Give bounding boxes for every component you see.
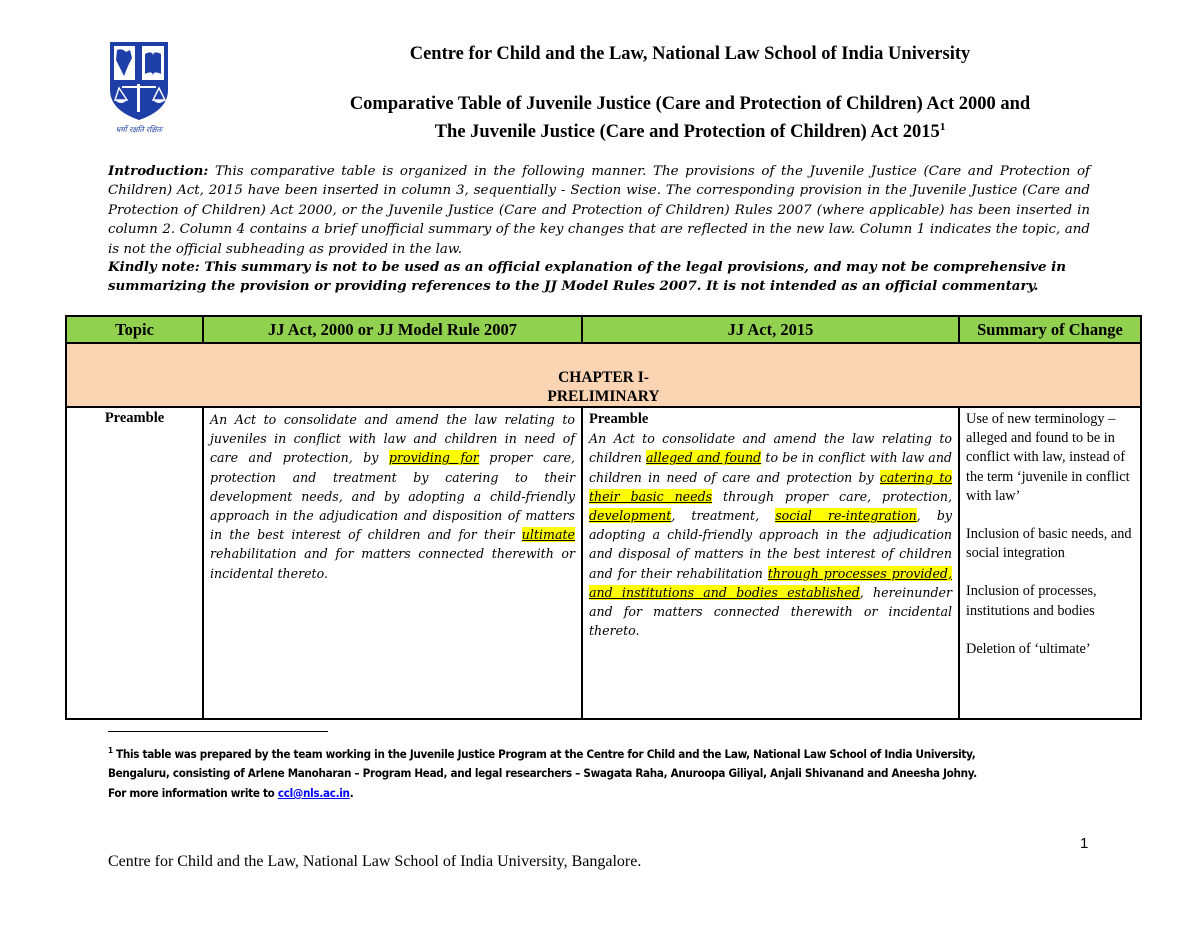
kindly-note: Kindly note: This summary is not to be used as an official explanation of the legal provisions, and may not be comprehensive in summarizing the provision or providing references to the JJ Model Rules 2007. It is not intended as an official commentary. <box>108 259 1066 295</box>
summary-cell <box>959 407 1141 719</box>
highlight: development <box>589 508 672 524</box>
new-act-cell: Preamble An Act to consolidate and amend the law relating to children alleged and found to be in conflict with law and children in need of care and protection by catering to their basic needs through proper care, protection, development, treatment, social re-integration, by adopting a child-friendly approach in the adjudication and disposal of matters in the best interest of children and for their rehabilitation through processes provided, and institutions and bodies established, hereinunder and for matters connected therewith or incidental thereto. <box>582 407 959 719</box>
col-header-topic: Topic <box>66 316 203 343</box>
new-act-section-title: Preamble <box>589 411 649 427</box>
intro-label: Introduction: <box>108 163 209 179</box>
topic-cell: Preamble <box>66 407 203 719</box>
page-footer: Centre for Child and the Law, National Law School of India University, Bangalore. <box>108 853 642 870</box>
summary-item: Deletion of ‘ultimate’ <box>966 640 1091 657</box>
document-title <box>180 93 1200 144</box>
footnote-separator <box>108 731 328 732</box>
chapter-heading: CHAPTER I- PRELIMINARY <box>66 343 1141 407</box>
chapter-row <box>66 343 1141 407</box>
logo-motto: धर्मो रक्षति रक्षितः <box>115 125 163 134</box>
intro-text: This comparative table is organized in the following manner. The provisions of the Juvenile Justice (Care and Protection of Children) Act, 2015 have been inserted in column 3, sequentially - Section wise. The corresponding provision in the Juvenile Justice (Care and Protection of Children) Act 2000, or the Juvenile Justice (Care and Protection of Children) Rules 2007 (where applicable) has been inserted in column 2. Column 4 contains a brief unofficial summary of the key changes that are reflected in the new law. Column 1 indicates the topic, and is not the official subheading as provided in the law. <box>108 164 1090 257</box>
highlight: providing for <box>388 450 479 466</box>
col-header-old-act: JJ Act, 2000 or JJ Model Rule 2007 <box>203 316 582 343</box>
highlight: alleged and found <box>646 450 762 466</box>
title-line-2: The Juvenile Justice (Care and Protection of Children) Act 2015$^1$ <box>434 121 946 143</box>
summary-item: Inclusion of processes, institutions and bodies <box>966 583 1097 619</box>
table-header-row <box>66 316 1141 343</box>
highlight: through processes provided, and institutions and bodies established <box>589 565 952 600</box>
title-footnote-ref: 1 <box>939 121 946 133</box>
highlight: catering to their basic needs <box>589 469 952 504</box>
footnote: $^1$ This table was prepared by the team working in the Juvenile Justice Program at the Centre for Child and the Law, National Law School of India University, Bengaluru, consisting of Arlene Manoharan – Program Head, and legal researchers – Swagata Raha, Anuroopa Giliyal, Anjali Shivanand and Aneesha Johny. For more information write to ccl@nls.ac.in. <box>108 746 977 801</box>
summary-item: Use of new terminology – alleged and found to be in conflict with law, instead of the term ‘juvenile in conflict with law’ <box>966 411 1130 504</box>
header-institution: Centre for Child and the Law, National Law School of India University <box>409 44 971 64</box>
col-header-summary: Summary of Change <box>959 316 1141 343</box>
footnote-number: 1 <box>108 746 113 755</box>
summary-item: Inclusion of basic needs, and social integration <box>966 526 1132 562</box>
comparison-table <box>65 315 1142 720</box>
highlight: ultimate <box>521 527 575 543</box>
col-header-new-act: JJ Act, 2015 <box>582 316 959 343</box>
old-act-cell: An Act to consolidate and amend the law relating to juveniles in conflict with law and children in need of care and protection, by providing for proper care, protection and treatment by catering to their development needs, and by adopting a child-friendly approach in the adjudication and disposition of matters in the best interest of children and for their ultimate rehabilitation and for matters connected therewith or incidental thereto. <box>203 407 582 719</box>
highlight: social re-integration <box>775 508 917 524</box>
nls-logo <box>108 40 170 136</box>
title-line-1: Comparative Table of Juvenile Justice (Care and Protection of Children) Act 2000 and <box>349 94 1031 114</box>
email-link[interactable]: ccl@nls.ac.in <box>277 786 350 801</box>
page-number: 1 <box>1080 835 1089 852</box>
introduction <box>108 162 1090 259</box>
table-row <box>66 407 1141 719</box>
